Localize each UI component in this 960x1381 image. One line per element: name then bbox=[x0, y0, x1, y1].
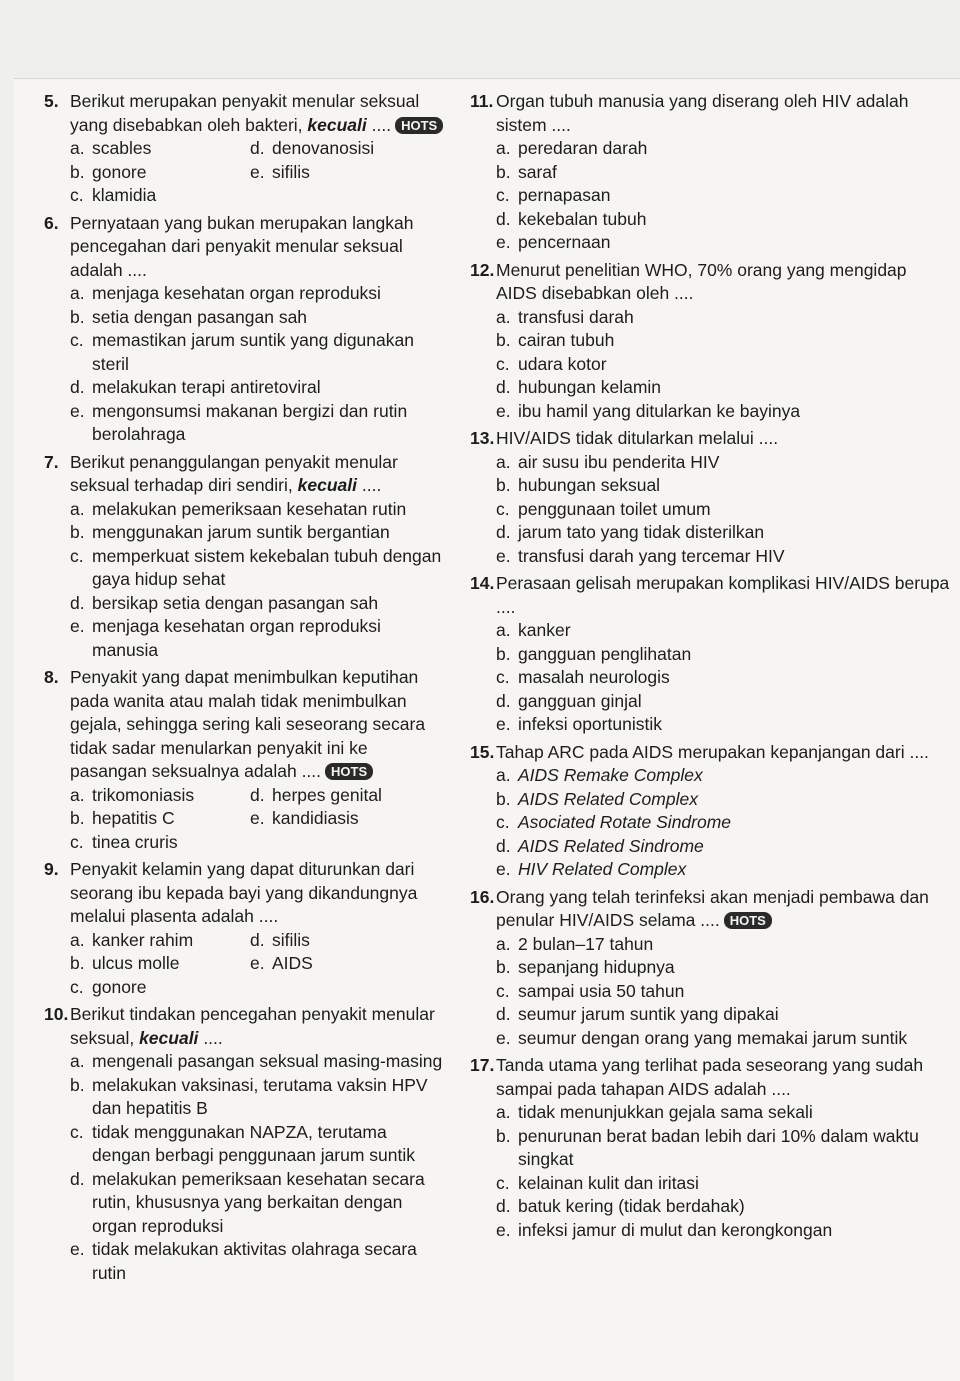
answer-option[interactable] bbox=[496, 1027, 950, 1051]
question-number: 17. bbox=[470, 1055, 495, 1075]
question-text bbox=[70, 212, 444, 283]
option-letter: a. bbox=[496, 765, 511, 785]
answer-options bbox=[44, 137, 444, 208]
question-item bbox=[470, 427, 950, 568]
option-text: kekebalan tubuh bbox=[518, 208, 647, 229]
question-stem-text: Berikut tindakan pencegahan penyakit menular seksual, bbox=[70, 1004, 435, 1048]
question-text bbox=[496, 1054, 950, 1101]
option-letter: b. bbox=[70, 953, 85, 973]
option-letter: e. bbox=[250, 161, 265, 182]
answer-option[interactable] bbox=[70, 929, 250, 953]
option-text: mengonsumsi makanan bergizi dan rutin berolahraga bbox=[92, 400, 408, 444]
option-letter: d. bbox=[496, 690, 511, 711]
option-letter: e. bbox=[70, 400, 85, 421]
answer-option[interactable] bbox=[496, 353, 950, 377]
answer-options bbox=[470, 306, 950, 424]
answer-option[interactable] bbox=[496, 1219, 950, 1243]
answer-option[interactable] bbox=[496, 545, 950, 569]
option-letter: c. bbox=[496, 185, 510, 205]
hots-badge: HOTS bbox=[724, 912, 772, 929]
answer-option[interactable] bbox=[70, 615, 444, 662]
option-text: pernapasan bbox=[518, 185, 611, 205]
option-text: sampai usia 50 tahun bbox=[518, 980, 685, 1001]
option-text: memastikan jarum suntik yang digunakan steril bbox=[92, 330, 414, 374]
answer-option[interactable] bbox=[250, 137, 444, 161]
hots-badge: HOTS bbox=[395, 117, 443, 134]
option-letter: e. bbox=[250, 953, 265, 973]
answer-option[interactable] bbox=[496, 1003, 950, 1027]
option-letter: a. bbox=[70, 498, 85, 519]
question-text bbox=[496, 572, 950, 619]
answer-option[interactable] bbox=[496, 1172, 950, 1196]
question-number: 9. bbox=[44, 859, 59, 879]
option-text: mengenali pasangan seksual masing-masing bbox=[92, 1051, 443, 1071]
option-letter: a. bbox=[496, 306, 511, 327]
option-text: setia dengan pasangan sah bbox=[92, 306, 308, 327]
option-text: cairan tubuh bbox=[518, 330, 615, 350]
option-letter: e. bbox=[70, 1239, 85, 1259]
option-letter: e. bbox=[496, 859, 511, 879]
option-text: penurunan berat badan lebih dari 10% dalam waktu singkat bbox=[518, 1125, 919, 1169]
question-stem bbox=[44, 858, 444, 929]
answer-option[interactable] bbox=[70, 592, 444, 616]
question-stem bbox=[470, 259, 950, 306]
option-text: menjaga kesehatan organ reproduksi manusia bbox=[92, 616, 381, 660]
answer-option[interactable] bbox=[70, 1168, 444, 1239]
answer-option[interactable] bbox=[70, 329, 444, 376]
option-text: transfusi darah bbox=[518, 306, 634, 327]
option-letter: b. bbox=[70, 161, 85, 182]
question-number: 5. bbox=[44, 91, 59, 111]
answer-option[interactable] bbox=[70, 498, 444, 522]
question-item bbox=[470, 741, 950, 882]
option-letter: a. bbox=[70, 929, 85, 950]
question-item bbox=[44, 858, 444, 999]
answer-option[interactable] bbox=[496, 161, 950, 185]
option-text: peredaran darah bbox=[518, 138, 648, 158]
answer-option[interactable] bbox=[496, 498, 950, 522]
option-letter: d. bbox=[496, 208, 511, 229]
answer-option[interactable] bbox=[70, 1238, 444, 1285]
option-letter: a. bbox=[70, 784, 85, 805]
question-stem bbox=[470, 886, 950, 933]
question-emphasis: kecuali bbox=[297, 475, 357, 495]
question-number: 7. bbox=[44, 451, 59, 472]
question-stem bbox=[470, 90, 950, 137]
answer-options bbox=[470, 451, 950, 569]
question-number: 16. bbox=[470, 886, 495, 907]
question-stem-text: Tahap ARC pada AIDS merupakan kepanjangan dari .... bbox=[496, 741, 929, 762]
option-text: tinea cruris bbox=[92, 831, 178, 852]
answer-option[interactable] bbox=[70, 976, 250, 1000]
option-letter: d. bbox=[496, 522, 511, 542]
option-text: AIDS Remake Complex bbox=[518, 765, 703, 785]
option-text: sifilis bbox=[272, 929, 310, 950]
answer-option[interactable] bbox=[496, 980, 950, 1004]
option-letter: e. bbox=[496, 1027, 511, 1048]
option-text: ibu hamil yang ditularkan ke bayinya bbox=[518, 400, 801, 421]
question-stem-tail: .... bbox=[203, 1027, 223, 1048]
question-item bbox=[44, 666, 444, 854]
option-text: masalah neurologis bbox=[518, 667, 670, 687]
option-letter: e. bbox=[496, 1219, 511, 1240]
option-text: seumur jarum suntik yang dipakai bbox=[518, 1004, 779, 1024]
option-text: batuk kering (tidak berdahak) bbox=[518, 1196, 745, 1216]
question-number: 10. bbox=[44, 1004, 69, 1024]
option-letter: b. bbox=[496, 161, 511, 182]
option-letter: d. bbox=[70, 1168, 85, 1189]
option-text: herpes genital bbox=[272, 784, 382, 805]
answer-option[interactable] bbox=[496, 666, 950, 690]
answer-option[interactable] bbox=[496, 474, 950, 498]
answer-option[interactable] bbox=[496, 400, 950, 424]
option-letter: e. bbox=[70, 616, 85, 636]
option-letter: d. bbox=[496, 1196, 511, 1216]
question-stem bbox=[470, 1054, 950, 1101]
option-text: scables bbox=[92, 138, 152, 158]
answer-option[interactable] bbox=[250, 929, 444, 953]
option-letter: b. bbox=[70, 306, 85, 327]
answer-option[interactable] bbox=[496, 208, 950, 232]
option-letter: d. bbox=[496, 1004, 511, 1024]
answer-option[interactable] bbox=[496, 231, 950, 255]
question-stem bbox=[470, 741, 950, 765]
option-letter: a. bbox=[70, 138, 85, 158]
answer-option[interactable] bbox=[496, 329, 950, 353]
answer-option[interactable] bbox=[250, 807, 444, 831]
answer-option[interactable] bbox=[70, 184, 250, 208]
answer-option[interactable] bbox=[496, 521, 950, 545]
answer-option[interactable] bbox=[496, 184, 950, 208]
answer-option[interactable] bbox=[70, 1050, 444, 1074]
answer-option[interactable] bbox=[496, 1195, 950, 1219]
question-item bbox=[44, 212, 444, 447]
option-text: sifilis bbox=[272, 161, 310, 182]
option-text: tidak melakukan aktivitas olahraga secara rutin bbox=[92, 1239, 417, 1283]
option-text: ulcus molle bbox=[92, 953, 180, 973]
question-item bbox=[470, 259, 950, 424]
question-number: 14. bbox=[470, 573, 495, 593]
answer-option[interactable] bbox=[70, 831, 250, 855]
option-text: AIDS bbox=[272, 953, 313, 973]
answer-option[interactable] bbox=[250, 784, 444, 808]
question-stem bbox=[44, 666, 444, 784]
option-text: infeksi jamur di mulut dan kerongkongan bbox=[518, 1219, 833, 1240]
question-text bbox=[70, 858, 444, 929]
answer-option[interactable] bbox=[496, 788, 950, 812]
answer-option[interactable] bbox=[496, 835, 950, 859]
answer-option[interactable] bbox=[496, 690, 950, 714]
option-letter: e. bbox=[496, 400, 511, 421]
option-letter: c. bbox=[496, 498, 510, 519]
question-text bbox=[496, 90, 950, 137]
answer-option[interactable] bbox=[496, 713, 950, 737]
option-text: hubungan seksual bbox=[518, 475, 661, 495]
option-text: kanker rahim bbox=[92, 929, 194, 950]
option-letter: b. bbox=[496, 475, 511, 495]
question-stem bbox=[44, 1003, 444, 1050]
question-item bbox=[44, 451, 444, 663]
option-letter: c. bbox=[496, 980, 510, 1001]
option-text: AIDS Related Complex bbox=[518, 788, 698, 809]
option-text: AIDS Related Sindrome bbox=[518, 835, 704, 856]
option-text: bersikap setia dengan pasangan sah bbox=[92, 592, 379, 613]
option-letter: b. bbox=[496, 1125, 511, 1146]
answer-option[interactable] bbox=[496, 137, 950, 161]
option-letter: c. bbox=[70, 976, 84, 997]
option-text: hubungan kelamin bbox=[518, 377, 662, 397]
answer-option[interactable] bbox=[496, 811, 950, 835]
option-letter: e. bbox=[496, 714, 511, 734]
option-text: air susu ibu penderita HIV bbox=[518, 451, 720, 472]
option-letter: a. bbox=[496, 933, 511, 954]
question-stem-text: Tanda utama yang terlihat pada seseorang yang sudah sampai pada tahapan AIDS adalah .... bbox=[496, 1055, 924, 1099]
answer-option[interactable] bbox=[496, 1101, 950, 1125]
option-text: saraf bbox=[518, 161, 557, 182]
question-text bbox=[496, 741, 950, 765]
option-text: trikomoniasis bbox=[92, 784, 195, 805]
question-stem-text: Organ tubuh manusia yang diserang oleh HIV adalah sistem .... bbox=[496, 91, 909, 135]
option-text: kandidiasis bbox=[272, 808, 359, 828]
option-text: menggunakan jarum suntik bergantian bbox=[92, 522, 390, 542]
question-stem-tail: .... bbox=[371, 114, 392, 135]
question-number: 11. bbox=[470, 91, 494, 111]
question-stem-text: Orang yang telah terinfeksi akan menjadi pembawa dan penular HIV/AIDS selama .... bbox=[496, 886, 929, 930]
question-stem-text: Penyakit yang dapat menimbulkan keputihan pada wanita atau malah tidak menimbulkan gejala, sehingga sering kali seseorang secara tidak sadar menularkan penyakit ini ke pasangan seksualnya adalah .... bbox=[70, 667, 426, 781]
answer-options bbox=[470, 1101, 950, 1242]
answer-options bbox=[44, 498, 444, 663]
option-letter: b. bbox=[70, 808, 85, 828]
question-stem bbox=[44, 212, 444, 283]
option-letter: c. bbox=[70, 330, 84, 350]
option-letter: d. bbox=[250, 929, 265, 950]
answer-option[interactable] bbox=[70, 784, 250, 808]
question-item bbox=[44, 1003, 444, 1285]
answer-option[interactable] bbox=[496, 376, 950, 400]
option-letter: c. bbox=[496, 667, 510, 687]
option-letter: a. bbox=[70, 1051, 85, 1071]
answer-option[interactable] bbox=[70, 161, 250, 185]
option-letter: b. bbox=[70, 1074, 85, 1095]
option-text: klamidia bbox=[92, 185, 157, 205]
option-letter: d. bbox=[250, 138, 265, 158]
option-text: Asociated Rotate Sindrome bbox=[518, 812, 732, 832]
option-text: jarum tato yang tidak disterilkan bbox=[518, 522, 765, 542]
option-letter: b. bbox=[70, 522, 85, 542]
option-text: melakukan pemeriksaan kesehatan rutin bbox=[92, 498, 407, 519]
answer-option[interactable] bbox=[496, 306, 950, 330]
answer-options bbox=[44, 784, 444, 855]
option-text: tidak menunjukkan gejala sama sekali bbox=[518, 1102, 813, 1122]
option-letter: a. bbox=[70, 283, 85, 303]
option-text: HIV Related Complex bbox=[518, 859, 687, 879]
hots-badge: HOTS bbox=[325, 763, 373, 780]
option-letter: a. bbox=[496, 138, 511, 158]
question-text bbox=[496, 886, 950, 933]
question-item bbox=[470, 90, 950, 255]
answer-option[interactable] bbox=[70, 807, 250, 831]
option-text: menjaga kesehatan organ reproduksi bbox=[92, 283, 381, 303]
option-letter: c. bbox=[70, 545, 84, 566]
question-text bbox=[70, 666, 444, 784]
answer-options bbox=[44, 1050, 444, 1285]
answer-option[interactable] bbox=[70, 1121, 444, 1168]
option-letter: e. bbox=[496, 545, 511, 566]
option-text: melakukan vaksinasi, terutama vaksin HPV dan hepatitis B bbox=[92, 1074, 428, 1118]
option-text: melakukan terapi antiretoviral bbox=[92, 377, 321, 397]
option-text: melakukan pemeriksaan kesehatan secara rutin, khususnya yang berkaitan dengan organ reproduksi bbox=[92, 1168, 425, 1236]
answer-options bbox=[470, 619, 950, 737]
option-text: denovanosisi bbox=[272, 138, 375, 158]
answer-option[interactable] bbox=[70, 400, 444, 447]
answer-options bbox=[44, 929, 444, 1000]
right-question-column bbox=[470, 90, 950, 1246]
option-text: 2 bulan–17 tahun bbox=[518, 933, 654, 954]
option-text: penggunaan toilet umum bbox=[518, 498, 711, 519]
answer-option[interactable] bbox=[70, 376, 444, 400]
question-number: 12. bbox=[470, 259, 495, 280]
answer-option[interactable] bbox=[70, 1074, 444, 1121]
option-letter: c. bbox=[496, 812, 510, 832]
left-question-column bbox=[44, 90, 444, 1289]
option-letter: a. bbox=[496, 1102, 511, 1122]
question-stem-text: Menurut penelitian WHO, 70% orang yang mengidap AIDS disebabkan oleh .... bbox=[496, 259, 907, 303]
question-item bbox=[470, 886, 950, 1051]
option-text: sepanjang hidupnya bbox=[518, 957, 675, 977]
question-stem bbox=[44, 451, 444, 498]
answer-options bbox=[470, 137, 950, 255]
answer-option[interactable] bbox=[70, 137, 250, 161]
option-letter: a. bbox=[496, 620, 511, 640]
option-text: kelainan kulit dan iritasi bbox=[518, 1172, 699, 1193]
question-text bbox=[70, 90, 444, 137]
question-stem-text: Berikut penanggulangan penyakit menular seksual terhadap diri sendiri, bbox=[70, 451, 398, 495]
option-text: gangguan ginjal bbox=[518, 690, 642, 711]
option-text: pencernaan bbox=[518, 232, 611, 252]
option-letter: d. bbox=[70, 592, 85, 613]
question-text bbox=[496, 427, 950, 451]
answer-option[interactable] bbox=[250, 161, 444, 185]
option-letter: d. bbox=[250, 784, 265, 805]
option-letter: e. bbox=[496, 232, 511, 252]
question-number: 13. bbox=[470, 428, 495, 448]
question-item bbox=[44, 90, 444, 208]
option-letter: b. bbox=[496, 957, 511, 977]
option-letter: b. bbox=[496, 330, 511, 350]
question-text bbox=[496, 259, 950, 306]
option-text: seumur dengan orang yang memakai jarum suntik bbox=[518, 1027, 908, 1048]
option-text: gonore bbox=[92, 161, 147, 182]
option-letter: c. bbox=[496, 1172, 510, 1193]
option-text: transfusi darah yang tercemar HIV bbox=[518, 545, 785, 566]
option-text: tidak menggunakan NAPZA, terutama dengan berbagi penggunaan jarum suntik bbox=[92, 1121, 416, 1165]
option-letter: d. bbox=[496, 835, 511, 856]
question-emphasis: kecuali bbox=[307, 114, 367, 135]
option-letter: b. bbox=[496, 788, 511, 809]
option-text: memperkuat sistem kekebalan tubuh dengan gaya hidup sehat bbox=[92, 545, 442, 589]
question-number: 6. bbox=[44, 212, 59, 233]
option-text: hepatitis C bbox=[92, 808, 175, 828]
answer-option[interactable] bbox=[496, 619, 950, 643]
answer-option[interactable] bbox=[70, 545, 444, 592]
question-stem-tail: .... bbox=[361, 475, 382, 495]
answer-options bbox=[470, 933, 950, 1051]
question-emphasis: kecuali bbox=[139, 1027, 199, 1048]
question-stem-text: HIV/AIDS tidak ditularkan melalui .... bbox=[496, 428, 779, 448]
option-letter: d. bbox=[496, 377, 511, 397]
option-text: gangguan penglihatan bbox=[518, 643, 692, 664]
question-stem-text: Pernyataan yang bukan merupakan langkah pencegahan dari penyakit menular seksual adalah .... bbox=[70, 212, 414, 280]
question-item bbox=[470, 1054, 950, 1242]
answer-option[interactable] bbox=[70, 952, 250, 976]
answer-option[interactable] bbox=[496, 451, 950, 475]
option-letter: a. bbox=[496, 451, 511, 472]
question-number: 8. bbox=[44, 667, 59, 687]
option-text: infeksi oportunistik bbox=[518, 714, 662, 734]
question-stem-text: Penyakit kelamin yang dapat diturunkan dari seorang ibu kepada bayi yang dikandungnya melalui plasenta adalah .... bbox=[70, 859, 418, 926]
question-number: 15. bbox=[470, 741, 495, 762]
question-item bbox=[470, 572, 950, 737]
question-text bbox=[70, 1003, 444, 1050]
option-letter: c. bbox=[496, 353, 510, 374]
question-stem bbox=[44, 90, 444, 137]
answer-option[interactable] bbox=[496, 933, 950, 957]
question-stem bbox=[470, 427, 950, 451]
answer-option[interactable] bbox=[496, 858, 950, 882]
answer-option[interactable] bbox=[496, 643, 950, 667]
answer-option[interactable] bbox=[496, 764, 950, 788]
answer-option[interactable] bbox=[70, 282, 444, 306]
answer-option[interactable] bbox=[496, 956, 950, 980]
option-text: kanker bbox=[518, 620, 571, 640]
option-letter: e. bbox=[250, 808, 265, 828]
question-stem bbox=[470, 572, 950, 619]
answer-option[interactable] bbox=[250, 952, 444, 976]
option-letter: d. bbox=[70, 377, 85, 397]
option-letter: c. bbox=[70, 185, 84, 205]
question-text bbox=[70, 451, 444, 498]
option-letter: c. bbox=[70, 1121, 84, 1142]
answer-options bbox=[470, 764, 950, 882]
answer-option[interactable] bbox=[70, 306, 444, 330]
answer-option[interactable] bbox=[496, 1125, 950, 1172]
option-letter: b. bbox=[496, 643, 511, 664]
option-text: udara kotor bbox=[518, 353, 607, 374]
question-stem-text: Perasaan gelisah merupakan komplikasi HIV/AIDS berupa .... bbox=[496, 573, 950, 617]
option-text: gonore bbox=[92, 976, 147, 997]
answer-options bbox=[44, 282, 444, 447]
question-stem-text: Berikut merupakan penyakit menular seksual yang disebabkan oleh bakteri, bbox=[70, 91, 420, 135]
option-letter: c. bbox=[70, 831, 84, 852]
answer-option[interactable] bbox=[70, 521, 444, 545]
